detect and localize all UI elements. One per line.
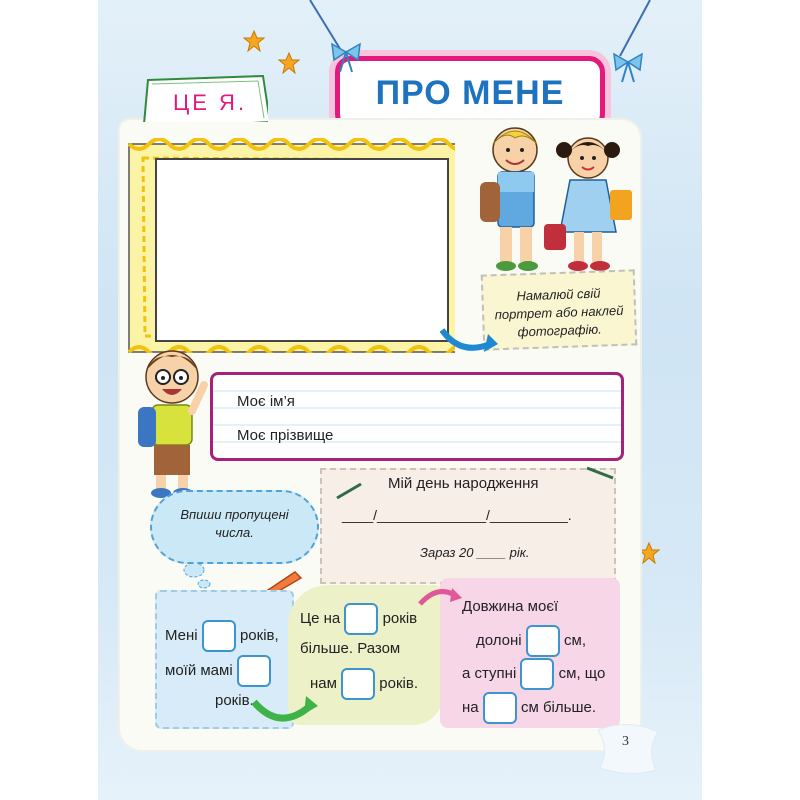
task3-line3 <box>462 658 605 690</box>
name-fields-box <box>210 372 624 461</box>
length-difference-input[interactable] <box>483 692 517 724</box>
bow-right-icon <box>610 50 646 84</box>
boy-illustration <box>130 345 210 500</box>
star-icon <box>278 52 300 74</box>
task1-text: моїй мамі <box>165 661 233 679</box>
page-title: ПРО МЕНЕ <box>375 73 565 112</box>
task2-text: більше. Разом <box>300 640 401 657</box>
foot-length-input[interactable] <box>520 658 554 690</box>
star-icon <box>243 30 265 52</box>
task3-line2 <box>476 625 586 657</box>
photo-hint-note <box>481 269 638 350</box>
task2-line3 <box>310 668 418 700</box>
task2-line1 <box>300 603 417 635</box>
task1-text: років, <box>239 626 279 644</box>
task3-text: см, що <box>558 664 606 682</box>
arrow-icon <box>440 320 500 360</box>
birthday-date-line[interactable]: ____/______________/__________. <box>342 507 572 523</box>
pin-icon <box>335 480 365 500</box>
task3-text: а ступні <box>462 664 517 682</box>
task1-line2 <box>165 655 271 687</box>
birthday-title: Мій день народження <box>388 475 539 492</box>
ages-sum-input[interactable] <box>341 668 375 700</box>
task3-text: на <box>462 698 479 716</box>
task3-text: долоні <box>476 631 522 649</box>
task3-line4 <box>462 692 596 724</box>
cloud-tail <box>180 560 220 590</box>
cloud-hint-text: Впиши пропущені числа. <box>180 507 289 540</box>
task3-text: см більше. <box>520 698 596 716</box>
arrow-icon <box>418 582 464 606</box>
page-number: 3 <box>622 734 629 749</box>
task3-line1 <box>462 598 558 615</box>
task3-text: см, <box>564 631 586 649</box>
arrow-icon <box>250 692 320 728</box>
bow-left-icon <box>328 40 364 74</box>
cloud-hint <box>150 490 319 564</box>
task2-text: років. <box>379 674 419 692</box>
task1-line3 <box>215 692 254 709</box>
task2-text: нам <box>310 674 337 692</box>
mom-age-child-input[interactable] <box>202 620 236 652</box>
task1-text: Мені <box>165 626 198 644</box>
title-banner <box>335 56 605 130</box>
birthday-year-line[interactable]: Зараз 20 ____ рік. <box>420 545 530 560</box>
first-name-label: Моє ім’я <box>237 393 295 410</box>
palm-length-input[interactable] <box>526 625 560 657</box>
last-name-label: Моє прізвище <box>237 427 334 444</box>
speech-bubble-text: ЦЕ Я. <box>173 90 248 115</box>
mom-age-input[interactable] <box>237 655 271 687</box>
star-icon <box>638 542 660 564</box>
task2-line2 <box>300 640 400 657</box>
age-difference-input[interactable] <box>344 603 378 635</box>
pin-icon <box>585 466 615 482</box>
task1-text: років. <box>215 692 254 709</box>
task3-text: Довжина моєї <box>462 598 559 615</box>
task1-line1 <box>165 620 279 652</box>
task2-text: років <box>382 609 418 627</box>
kids-illustration <box>470 120 640 280</box>
photo-placeholder[interactable] <box>155 158 449 342</box>
task2-text: Це на <box>300 609 341 627</box>
page-number-star-icon <box>588 720 668 780</box>
photo-hint-text: Намалюй свій портрет або наклей фотографію. <box>494 285 624 340</box>
